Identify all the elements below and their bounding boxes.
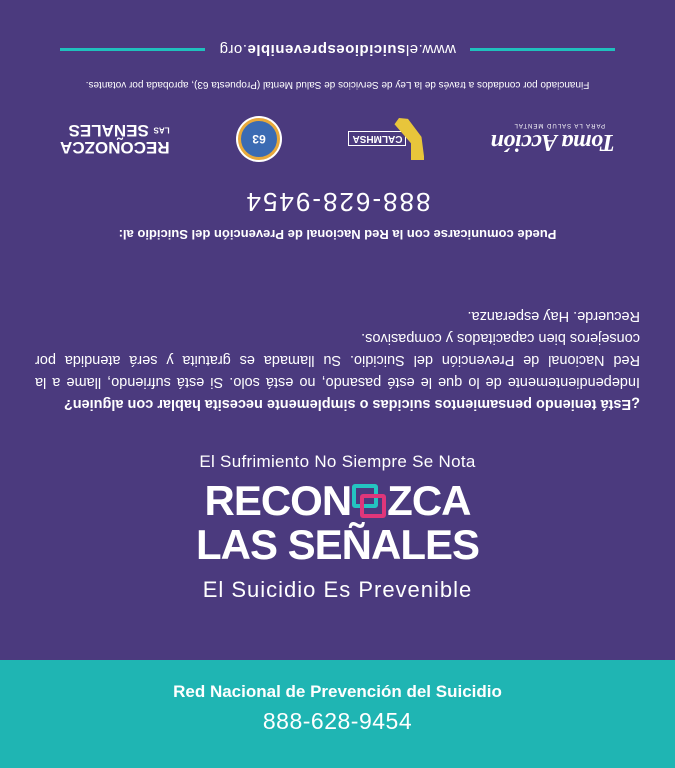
calmhsa-logo	[348, 118, 424, 160]
seal-number: 63	[238, 118, 280, 160]
toma-accion-subtext: PARA LA SALUD MENTAL	[513, 122, 605, 129]
tagline: El Sufrimiento No Siempre Se Nota	[199, 452, 476, 471]
divider-right	[60, 49, 205, 52]
brand-word-start: RECON	[204, 477, 352, 524]
contact-label: Puede comunicarse con la Red Nacional de Prevención del Suicidio al:	[118, 227, 557, 242]
footer-band	[0, 660, 675, 768]
closing-text: Recuerde. Hay esperanza.	[467, 308, 640, 324]
question-text: ¿Está teniendo pensamientos suicidas o simplemente necesita hablar con alguien?	[63, 396, 640, 412]
brand-line2: LAS SEÑALES	[195, 521, 480, 568]
rls-line2	[60, 122, 170, 139]
hotline-number[interactable]: 888-628-9454	[244, 187, 431, 217]
body-text: Independientemente de lo que le esté pasando, no está solo. Si está sufriendo, llame a la Red Nacional de Prevención del Suicidio. Su llamada es gratuita y será atendida por consejeros bien capacitados y compasivos.	[35, 330, 640, 390]
divider-left	[470, 49, 615, 52]
url-prefix: www.el	[405, 41, 456, 59]
website-link[interactable]	[219, 42, 456, 59]
calmhsa-wordmark: CALMHSA	[348, 132, 406, 147]
speech-bubbles-icon	[352, 484, 386, 518]
rls-las: LAS	[153, 125, 170, 135]
brand-line1	[204, 477, 471, 524]
url-suffix: .org	[219, 41, 247, 59]
brand-word-end: ZCA	[387, 477, 471, 524]
url-bold-2: prevenible	[246, 41, 327, 59]
toma-accion-logo	[491, 123, 615, 156]
prop-63-seal-icon	[236, 116, 282, 162]
reconozca-logo-small	[60, 122, 170, 156]
website-row	[60, 38, 615, 62]
rls-senales: SEÑALES	[68, 121, 149, 140]
brand-subtitle: El Suicidio Es Prevenible	[202, 577, 473, 602]
partner-logos	[60, 108, 615, 170]
footer-org-name: Red Nacional de Prevención del Suicidio	[173, 682, 502, 701]
funding-note: Financiado por condados a través de la Ley de Servicios de Salud Mental (Propuesta 63), aprobada por votantes.	[85, 79, 590, 90]
toma-accion-wordmark: Toma Acción	[490, 129, 615, 156]
rls-line1: RECONOZCA	[60, 138, 170, 157]
footer-phone[interactable]: 888-628-9454	[262, 708, 413, 734]
url-bold-1: suicidioes	[327, 41, 406, 59]
brand-logo	[0, 477, 675, 568]
support-message	[35, 305, 640, 415]
